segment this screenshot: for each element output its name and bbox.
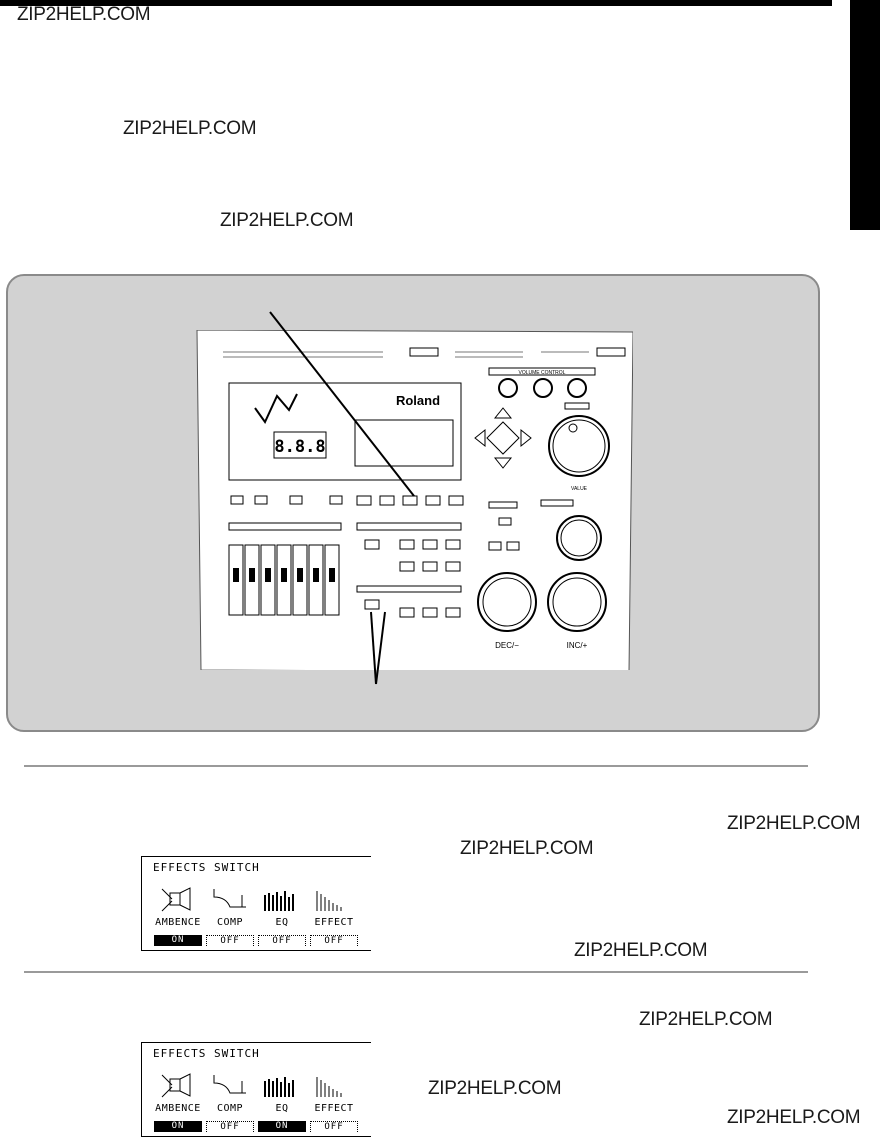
watermark: ZIP2HELP.COM [123, 118, 257, 139]
switch-state: OFF [206, 1121, 254, 1132]
lcd-title: EFFECTS SWITCH [153, 1047, 260, 1060]
switch-state: OFF [310, 935, 358, 946]
watermark: ZIP2HELP.COM [428, 1078, 562, 1099]
watermark: ZIP2HELP.COM [727, 813, 861, 834]
compressor-icon [212, 887, 248, 913]
value-label: VALUE [570, 486, 588, 492]
lcd-title: EFFECTS SWITCH [153, 861, 260, 874]
switch-state: ON [258, 1121, 306, 1132]
ambience-icon [160, 887, 196, 913]
watermark: ZIP2HELP.COM [574, 940, 708, 961]
switch-state: ON [154, 1121, 202, 1132]
switch-state: OFF [310, 1121, 358, 1132]
watermark: ZIP2HELP.COM [727, 1107, 861, 1128]
switch-state: OFF [206, 935, 254, 946]
switch-state: ON [154, 935, 202, 946]
lcd-label: COMP [216, 917, 244, 928]
lcd-effects-switch-1 [141, 856, 371, 951]
led-display: 8.8.8 [274, 437, 326, 457]
ambience-icon [160, 1073, 196, 1099]
lcd-label: EFFECT [314, 917, 354, 928]
compressor-icon [212, 1073, 248, 1099]
watermark: ZIP2HELP.COM [220, 210, 354, 231]
equalizer-icon [262, 887, 298, 913]
switch-state: OFF [258, 935, 306, 946]
divider [24, 765, 808, 767]
lcd-label: EQ [275, 1103, 289, 1114]
watermark: ZIP2HELP.COM [639, 1009, 773, 1030]
dec-label: DEC/− [495, 641, 519, 650]
divider [24, 971, 808, 973]
lcd-label: EFFECT [314, 1103, 354, 1114]
effect-icon [314, 1073, 350, 1099]
lcd-label: EQ [275, 917, 289, 928]
watermark: ZIP2HELP.COM [17, 4, 151, 25]
roland-logo: Roland [395, 393, 441, 408]
lcd-effects-switch-2 [141, 1042, 371, 1137]
watermark: ZIP2HELP.COM [460, 838, 594, 859]
volume-control-label: VOLUME CONTROL [518, 370, 566, 376]
lcd-label: AMBENCE [155, 1103, 201, 1114]
lcd-label: AMBENCE [155, 917, 201, 928]
equalizer-icon [262, 1073, 298, 1099]
lcd-label: COMP [216, 1103, 244, 1114]
inc-label: INC/+ [566, 641, 588, 650]
effect-icon [314, 887, 350, 913]
